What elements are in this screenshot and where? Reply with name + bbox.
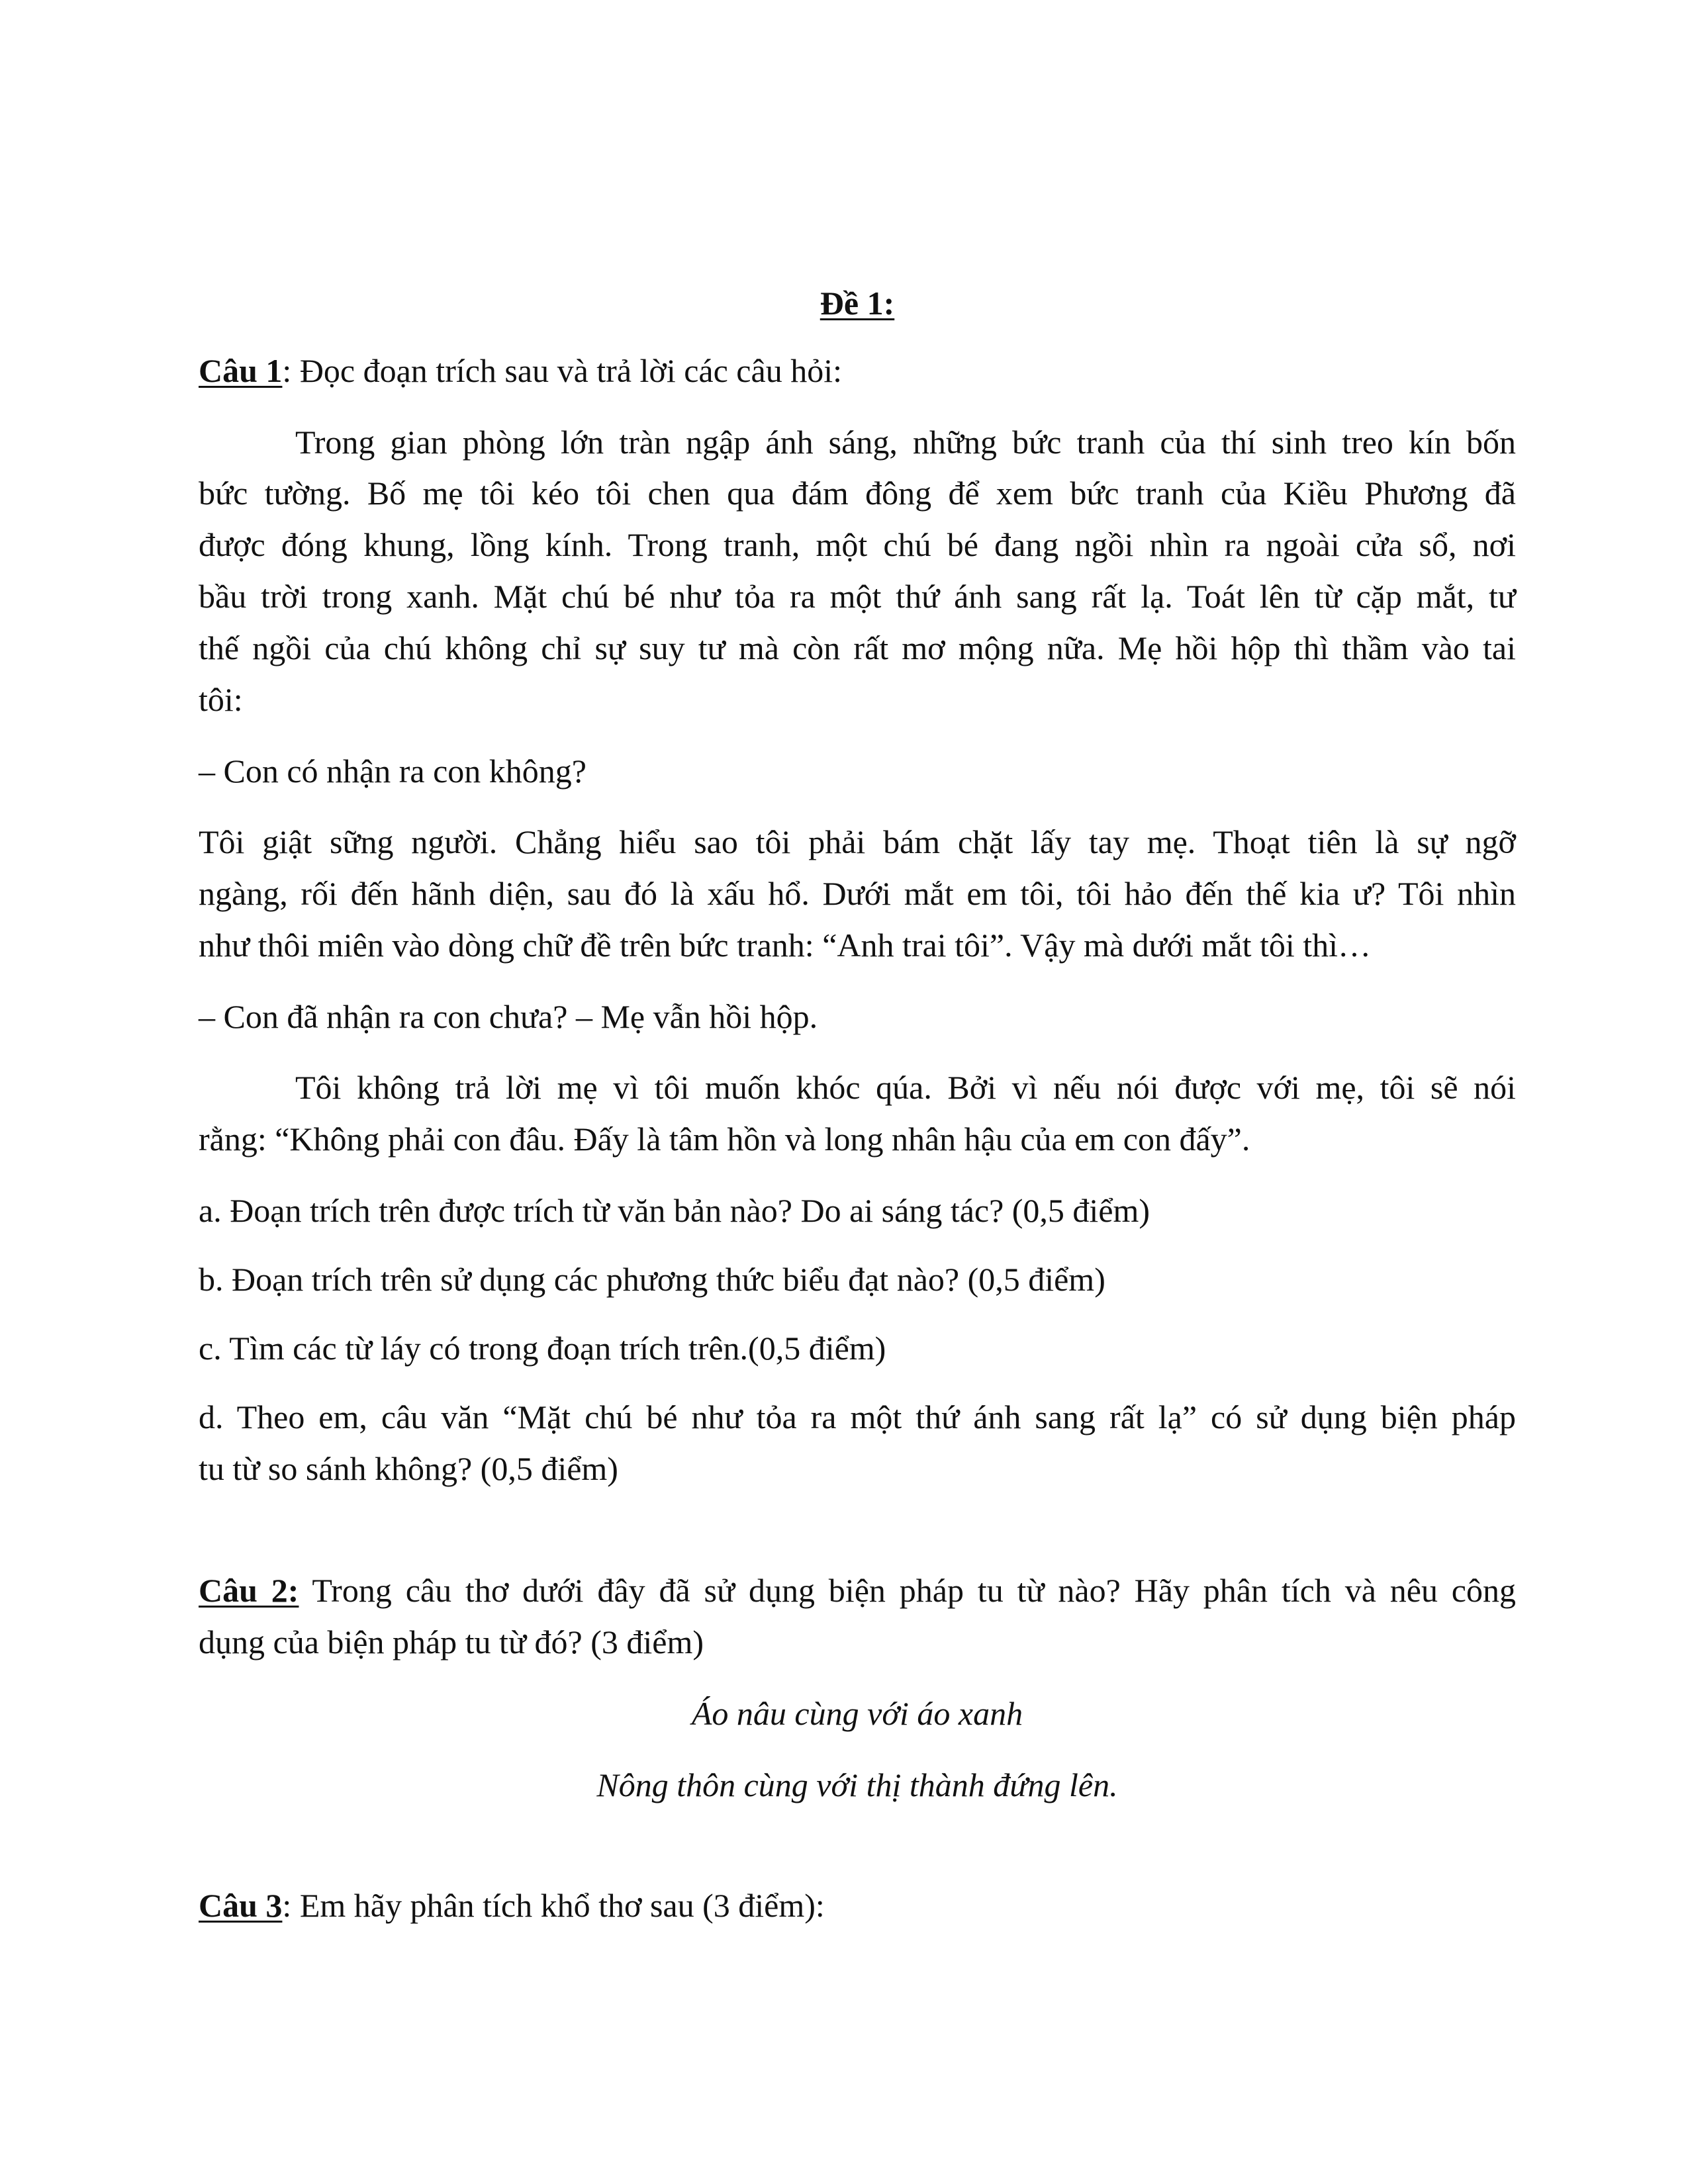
question-1-prompt [199,351,1516,390]
passage-line: tôi: [199,681,243,718]
passage-line: ngàng, rối đến hãnh diện, sau đó là xấu hổ. Dưới mắt em tôi, tôi hảo đến thế kia ư? Tôi nhìn [199,875,1516,912]
passage-line: rằng: “Không phải con đâu. Đấy là tâm hồn và long nhân hậu của em con đấy”. [199,1120,1250,1158]
passage-line: bức tường. Bố mẹ tôi kéo tôi chen qua đám đông để xem bức tranh của Kiều Phương đã [199,475,1516,512]
question-2-prompt-text: Trong câu thơ dưới đây đã sử dụng biện pháp tu từ nào? Hãy phân tích và nêu công [299,1572,1516,1609]
sub-question-d-continued: tu từ so sánh không? (0,5 điểm) [199,1450,618,1487]
sub-question-b: b. Đoạn trích trên sử dụng các phương thức biểu đạt nào? (0,5 điểm) [199,1261,1105,1298]
passage-line: như thôi miên vào dòng chữ đề trên bức tranh: “Anh trai tôi”. Vậy mà dưới mắt tôi thì… [199,927,1372,964]
exam-heading: Đề 1: [820,285,895,322]
passage-line: thế ngồi của chú không chỉ sự suy tư mà còn rất mơ mộng nữa. Mẹ hồi hộp thì thầm vào tai [199,629,1516,666]
question-2-prompt-continued: dụng của biện pháp tu từ đó? (3 điểm) [199,1623,704,1661]
question-3-label: Câu 3 [199,1887,283,1924]
passage-line: Tôi giật sững người. Chẳng hiểu sao tôi phải bám chặt lấy tay mẹ. Thoạt tiên là sự ngỡ [199,823,1516,860]
passage-line: Tôi không trả lời mẹ vì tôi muốn khóc qúa. Bởi vì nếu nói được với mẹ, tôi sẽ nói [295,1069,1516,1106]
passage-line: được đóng khung, lồng kính. Trong tranh, một chú bé đang ngồi nhìn ra ngoài cửa sổ, nơi [199,526,1516,563]
question-1-label: Câu 1 [199,352,283,389]
poem-line: Áo nâu cùng với áo xanh [691,1695,1023,1732]
dialogue-line: – Con đã nhận ra con chưa? – Mẹ vẫn hồi hộp. [199,998,818,1035]
question-2-prompt [199,1570,1516,1610]
question-3-prompt [199,1886,1516,1925]
question-3-prompt-text: : Em hãy phân tích khổ thơ sau (3 điểm): [282,1887,825,1924]
question-2-label: Câu 2: [199,1572,299,1609]
passage-line: Trong gian phòng lớn tràn ngập ánh sáng, những bức tranh của thí sinh treo kín bốn [295,424,1516,461]
dialogue-line: – Con có nhận ra con không? [199,752,586,790]
sub-question-a: a. Đoạn trích trên được trích từ văn bản nào? Do ai sáng tác? (0,5 điểm) [199,1192,1150,1229]
question-1-prompt-text: : Đọc đoạn trích sau và trả lời các câu hỏi: [282,352,842,389]
poem-line: Nông thôn cùng với thị thành đứng lên. [596,1766,1118,1803]
sub-question-d: d. Theo em, câu văn “Mặt chú bé như tỏa ra một thứ ánh sang rất lạ” có sử dụng biện pháp [199,1398,1516,1435]
passage-line: bầu trời trong xanh. Mặt chú bé như tỏa ra một thứ ánh sang rất lạ. Toát lên từ cặp mắt, tư [199,578,1516,615]
sub-question-c: c. Tìm các từ láy có trong đoạn trích trên.(0,5 điểm) [199,1330,886,1367]
